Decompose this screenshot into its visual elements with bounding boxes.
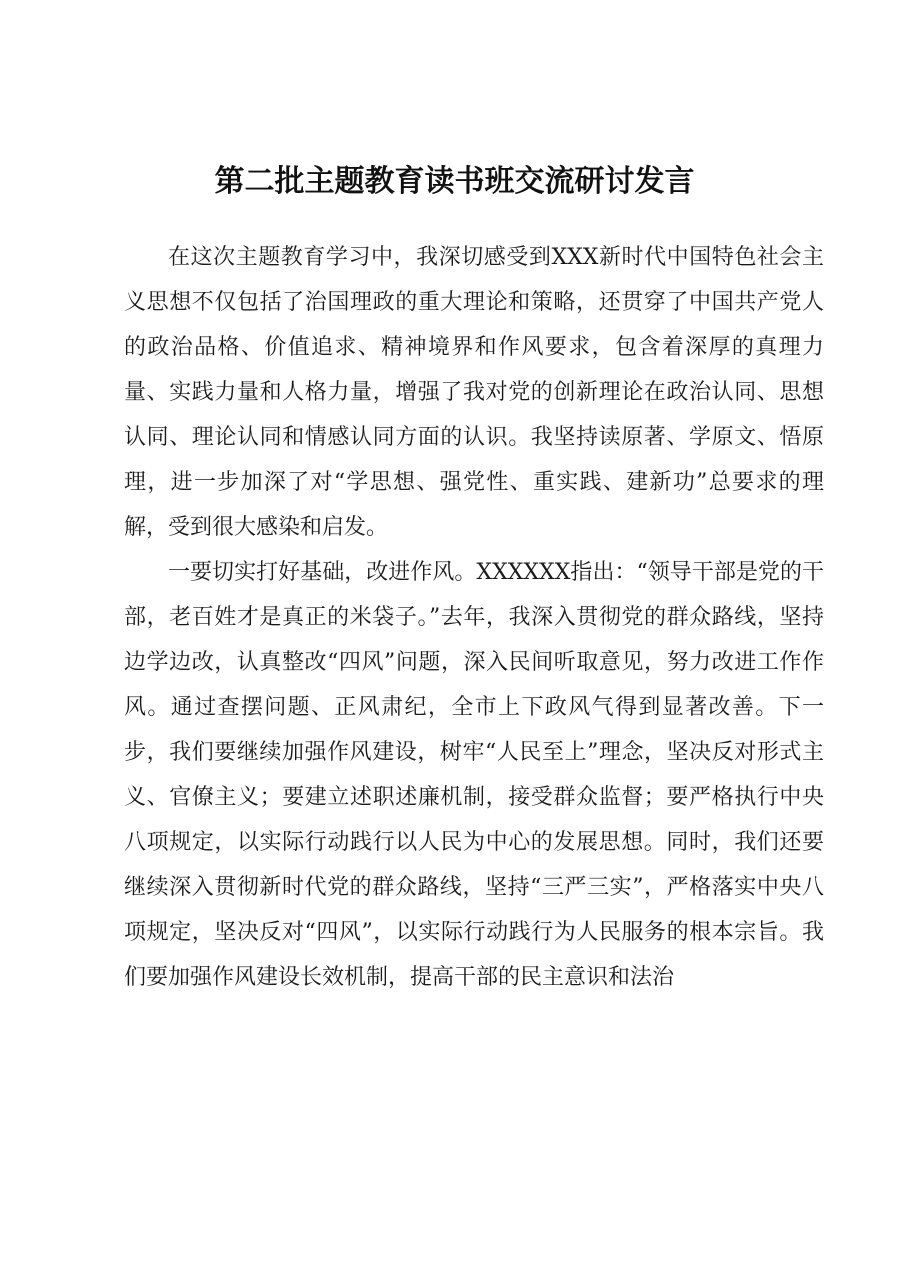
document-title: 第二批主题教育读书班交流研讨发言 (214, 164, 695, 199)
paragraph-point-one: 一要切实打好基础，改进作风。XXXXXX指出：“领导干部是党的干部，老百姓才是真正的米袋子。”去年，我深入贯彻党的群众路线，坚持边学边改，认真整改“四风”问题，深入民间听取意见，努力改进工作作风。通过查摆问题、正风肃纪，全市上下政风气得到显著改善。下一步，我们要继续加强作风建设，树牢“人民至上”理念，坚决反对形式主义、官僚主义；要建立述职述廉机制，接受群众监督；要严格执行中央八项规定，以实际行动践行以人民为中心的发展思想。同时，我们还要继续深入贯彻新时代党的群众路线，坚持“三严三实”，严格落实中央八项规定，坚决反对“四风”，以实际行动践行为人民服务的根本宗旨。我们要加强作风建设长效机制，提高干部的民主意识和法治 (124, 560, 824, 990)
document-body (124, 235, 824, 1000)
paragraph-intro: 在这次主题教育学习中，我深切感受到XXX新时代中国特色社会主义思想不仅包括了治国理政的重大理论和策略，还贯穿了中国共产党人的政治品格、价值追求、精神境界和作风要求，包含着深厚的真理力量、实践力量和人格力量，增强了我对党的创新理论在政治认同、思想认同、理论认同和情感认同方面的认识。我坚持读原著、学原文、悟原理，进一步加深了对“学思想、强党性、重实践、建新功”总要求的理解，受到很大感染和启发。 (124, 245, 824, 540)
